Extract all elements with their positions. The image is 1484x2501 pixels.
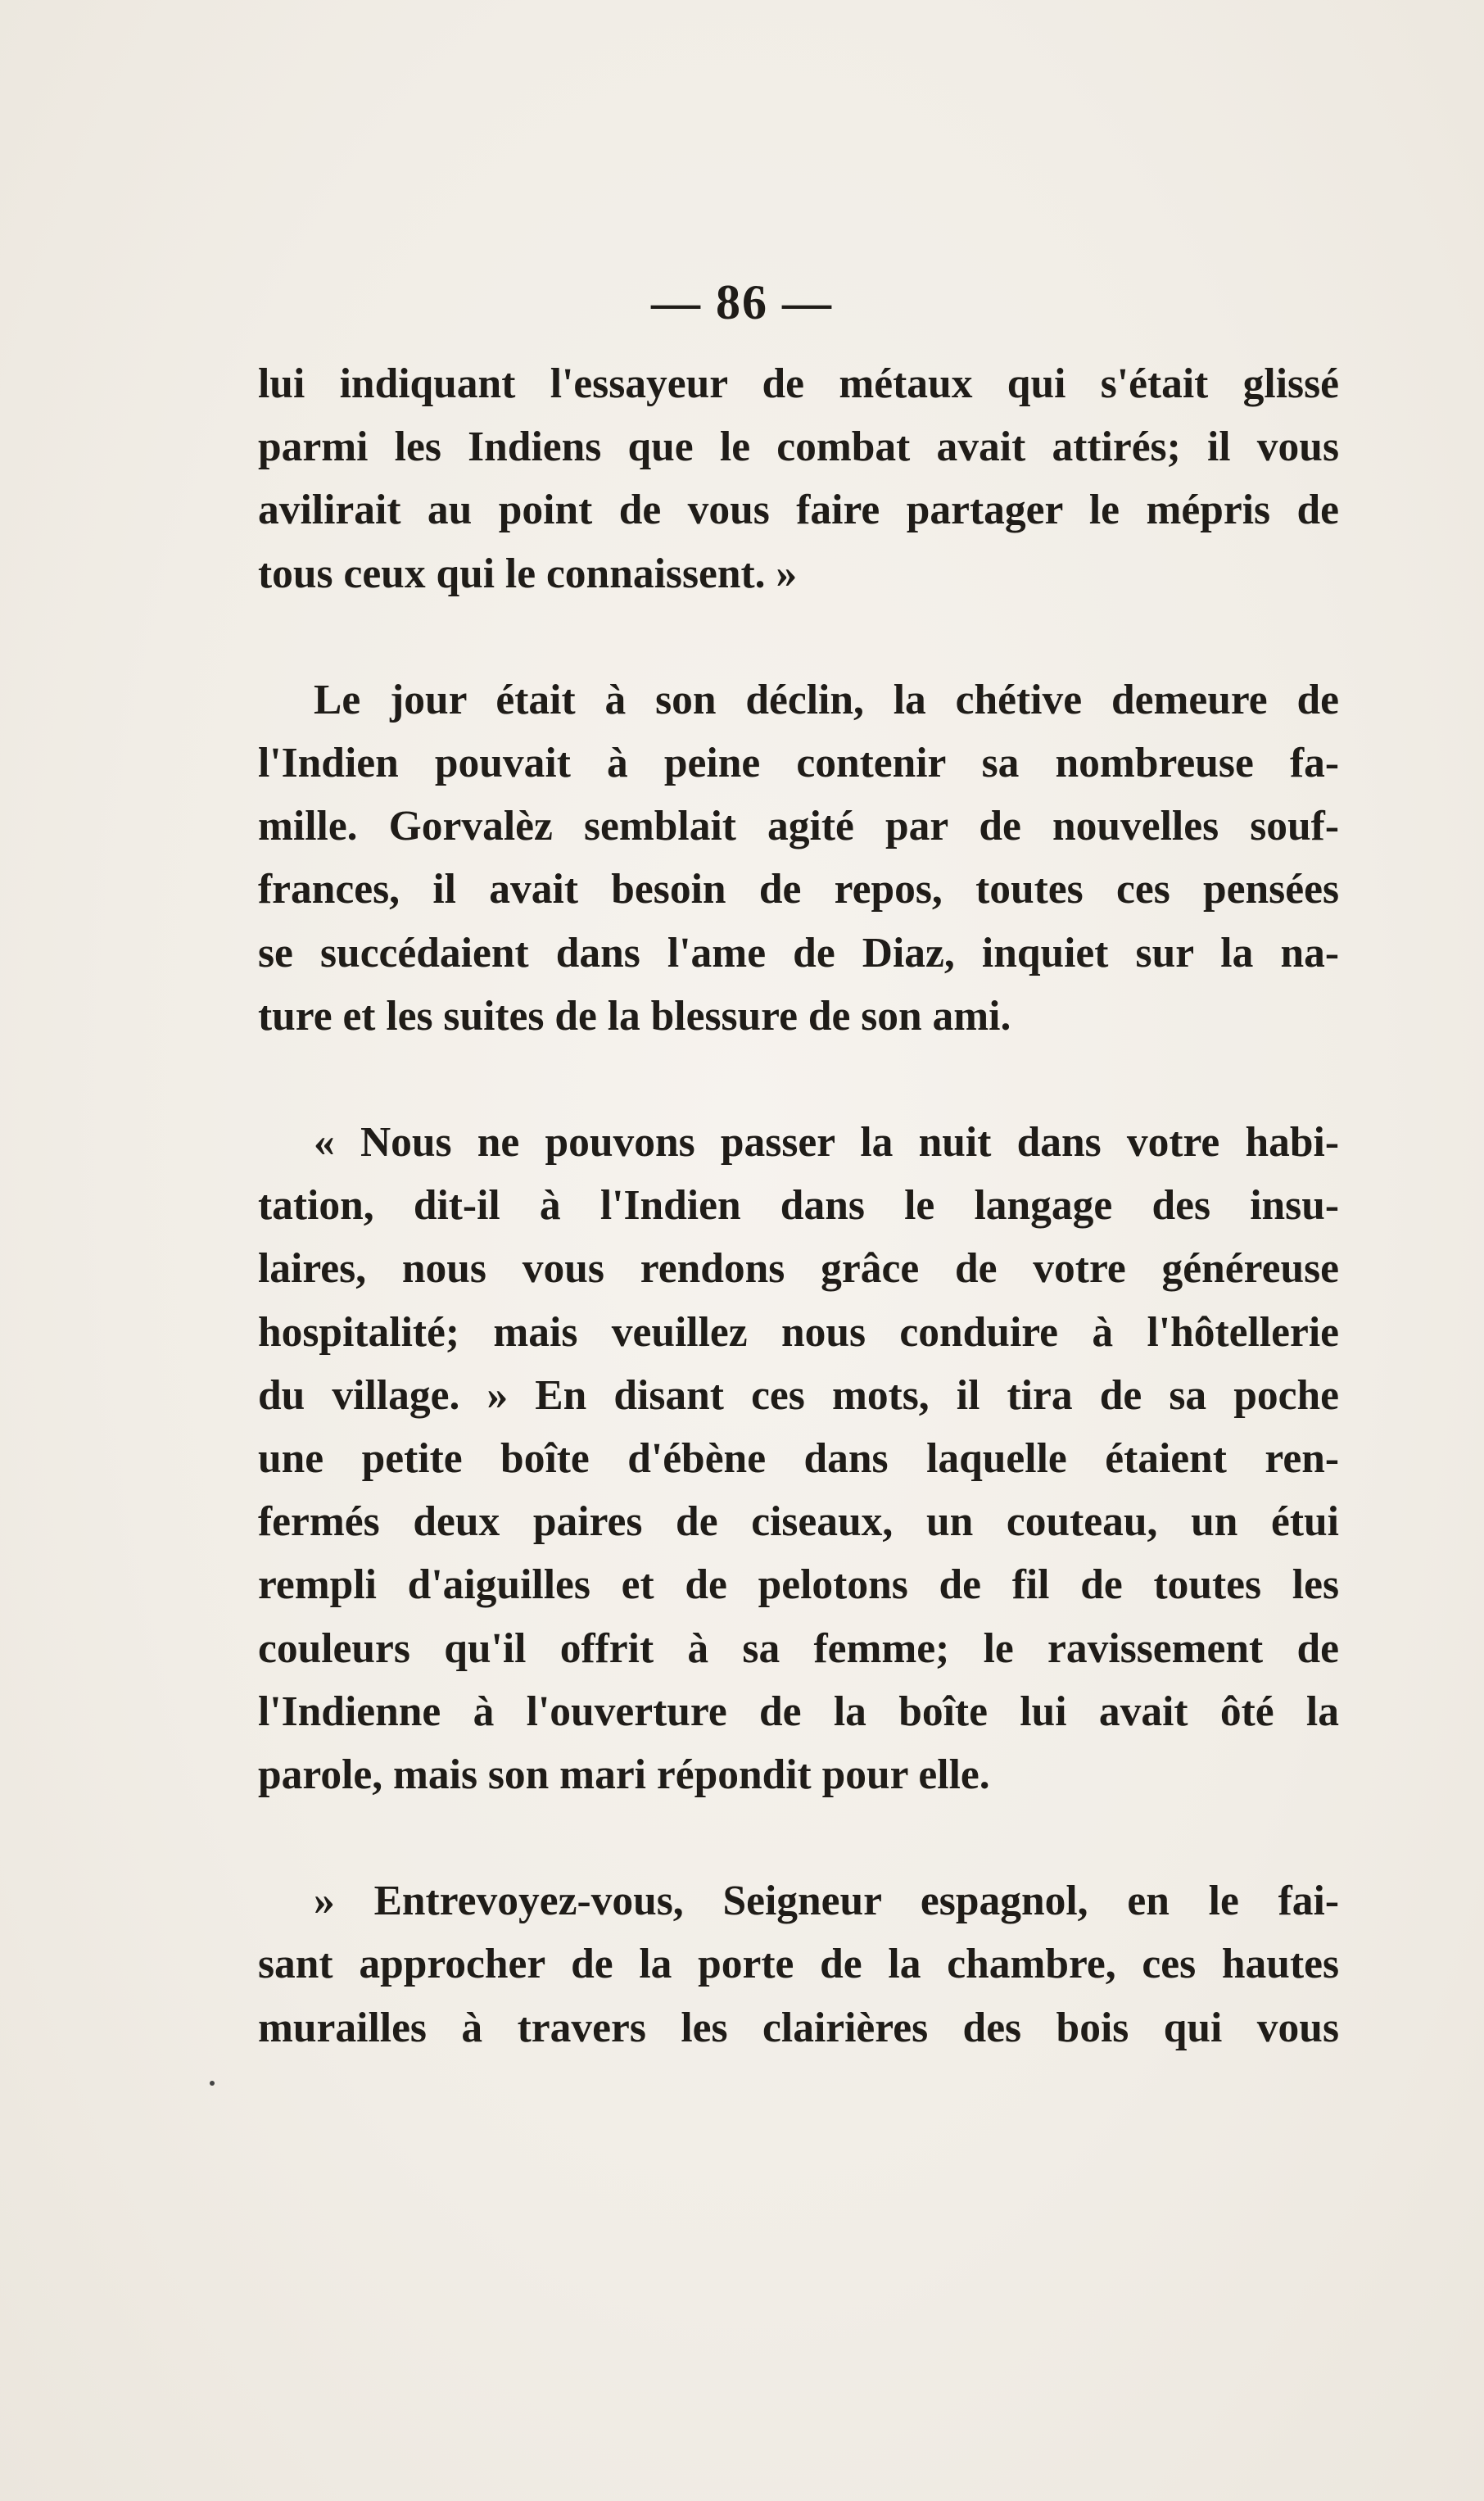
paragraph-3 [258,1111,1339,1806]
text-line: » Entrevoyez-vous, Seigneur espagnol, en le fai- [314,1878,1339,1925]
text-line: ture et les suites de la blessure de son ami. [258,992,1011,1040]
text-line: se succédaient dans l'ame de Diaz, inquiet sur la na- [258,929,1339,976]
paragraph-4 [258,1869,1339,2059]
text-line: laires, nous vous rendons grâce de votre généreuse [258,1245,1339,1293]
text-line: fermés deux paires de ciseaux, un couteau, un étui [258,1498,1339,1546]
text-line: l'Indienne à l'ouverture de la boîte lui avait ôté la [258,1688,1339,1735]
text-line: parole, mais son mari répondit pour elle. [258,1751,990,1799]
paragraph-spacer [258,1048,1339,1111]
text-line: l'Indien pouvait à peine contenir sa nombreuse fa- [258,740,1339,787]
text-line: murailles à travers les clairières des bois qui vous [258,2004,1339,2051]
paragraph-spacer [258,1806,1339,1869]
text-line: une petite boîte d'ébène dans laquelle étaient ren- [258,1435,1339,1483]
page-number: — 86 — [651,275,833,329]
text-line: parmi les Indiens que le combat avait attirés; il vous [258,424,1339,471]
text-line: tation, dit-il à l'Indien dans le langage des insu- [258,1182,1339,1230]
text-line: frances, il avait besoin de repos, toutes ces pensées [258,866,1339,913]
paragraph-2 [258,668,1339,1048]
text-line: mille. Gorvalèz semblait agité par de nouvelles souf- [258,803,1339,850]
text-line: rempli d'aiguilles et de pelotons de fil de toutes les [258,1561,1339,1609]
text-line: hospitalité; mais veuillez nous conduire à l'hôtellerie [258,1308,1339,1356]
text-line: « Nous ne pouvons passer la nuit dans votre habi- [314,1119,1339,1167]
text-line: lui indiquant l'essayeur de métaux qui s'était glissé [258,360,1339,407]
ink-speck [210,2081,215,2086]
text-line: couleurs qu'il offrit à sa femme; le ravissement de [258,1624,1339,1672]
body-text [258,352,1339,2059]
paragraph-spacer [258,605,1339,668]
text-line: sant approcher de la porte de la chambre, ces hautes [258,1941,1339,1988]
text-line: Le jour était à son déclin, la chétive demeure de [314,676,1339,723]
paragraph-1 [258,352,1339,605]
text-line: avilirait au point de vous faire partager le mépris de [258,487,1339,534]
text-line: tous ceux qui le connaissent. » [258,550,798,597]
text-line: du village. » En disant ces mots, il tira de sa poche [258,1371,1339,1419]
